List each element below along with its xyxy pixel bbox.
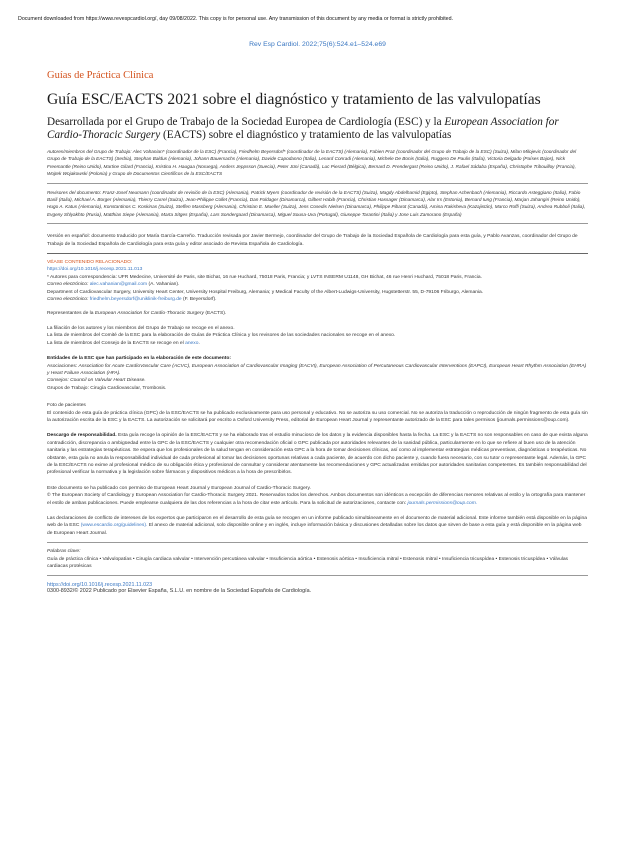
keywords-list: Guía de práctica clínica • Valvulopatías • Cirugía cardiaca valvular • Intervención percutánea valvular • Insuficiencia aórtica • Estenosis aórtica • Insuficiencia mitral • Estenosis mitral • Insuficiencia tricuspídea • Estenosis tricuspídea • Válvulas cardiacas protésicas — [47, 556, 569, 570]
email-line-1 — [47, 281, 588, 288]
entities-groups: Grupos de Trabajo: Cirugía Cardiovascular, Trombosis. — [47, 385, 167, 391]
affiliation-note-3: La lista de miembros del Consejo de la EACTS se recoge en el anexo. — [47, 340, 200, 346]
footer-copyright: 0300-8932/© 2022 Publicado por Elsevier España, S.L.U. en nombre de la Sociedad Española de Cardiología. — [47, 588, 312, 595]
email-label: Correo electrónico: — [47, 297, 89, 303]
annex-link[interactable]: anexo — [185, 340, 199, 346]
entities-title: Entidades de la ESC que han participado en la elaboración de este documento: — [47, 356, 231, 362]
download-banner: Document downloaded from https://www.revespcardiol.org/, day 09/08/2022. This copy is for personal use. Any transmission of this document by any media or format is strictly prohibited. — [18, 16, 454, 22]
translation-note: Versión en español: documento traducido por María García-Carreño. Traducción revisada por Javier Bermejo, coordinador del Grupo de Trabajo de la Sociedad Española de Cardiología para esta guía, y Pablo Avanzas, coordinador del Grupo de Trabajo de la Sociedad Española de Cardiología para esta guía y editor asociado de Revista Española de Cardiología. — [47, 234, 578, 247]
related-content-label: VÉASE CONTENIDO RELACIONADO: — [47, 260, 133, 266]
email-owner: (F. Beyersdorf). — [183, 297, 217, 303]
article-subtitle — [47, 116, 588, 142]
copyright-note — [47, 492, 588, 507]
affiliation-note-1: La filiación de los autores y los miembros del Grupo de Trabajo se recoge en el anexo. — [47, 325, 235, 331]
correspondence-2: Department of Cardiovascular Surgery, University Heart Center, University Hospital Freiburg, Alemania; y Medical Faculty of the Albert-Ludwigs-University, Hugstetterstr. 55, D-79106 Friburgo, Alemania. — [47, 289, 484, 295]
eacts-rep-italic: European Association for Cardio-Thoracic Surgery — [94, 310, 204, 316]
publication-permission: Este documento se ha publicado con permiso de European Heart Journal y European Journal of Cardio-Thoracic Surgery. — [47, 485, 311, 491]
disclaimer-label: Descargo de responsabilidad. — [47, 433, 117, 439]
related-doi-link[interactable]: https://doi.org/10.1016/j.recesp.2021.11.013 — [47, 267, 143, 273]
correspondence-1: * Autores para correspondencia: UFR Medecine, Université de Paris, site Bichat, 16 rue Huchard, 75018 Paris, Francia; y LVTS INSERM U1148, GH Bichat, 46 rue Henri Huchard, 75018 Paris, Francia. — [47, 274, 483, 280]
email-owner: (A. Vahanian). — [148, 282, 180, 288]
article-title: Guía ESC/EACTS 2021 sobre el diagnóstico y tratamiento de las valvulopatías — [47, 91, 541, 108]
copyright-text: © The European Society of Cardiology y European Association for Cardio-Thoracic Surgery 2021. Reservados todos los derechos. Ambos documentos son idénticos a excepción de diferencias menores relativas al estilo y la ortografía para mantener el estilo de ambas publicaciones. Puede emplearse cualquiera de las dos referencias a la hora de citar este artículo. Para la solicitud de autorizaciones, contacte con: — [47, 493, 586, 506]
divider — [47, 223, 588, 224]
email-link-beyersdorf[interactable]: friedhelm.beyersdorf@uniklinik-freiburg.de — [89, 297, 182, 303]
conflicts-end: El anexo de material adicional, solo disponible online y en inglés, incluye información básica y discusiones detalladas sobre los datos que sirven de base a esta guía y está disponible en la página web de European Heart Journal. — [47, 523, 582, 536]
entities-assoc-list: Association for Acute CardioVascular Care (ACVC), European Association of Cardiovascular Imaging (EACVI), European Association of Percutaneous Cardiovascular Interventions (EAPCI), European Heart Rhythm Association (EHRA) y Heart Failure Association (HFA). — [47, 363, 587, 376]
affiliation-note-2: La lista de miembros del Comité de la ESC para la elaboración de Guías de Práctica Clínica y los revisores de las sociedades nacionales se recoge en el anexo. — [47, 333, 396, 339]
photo-text: El contenido de esta guía de práctica clínica (GPC) de la ESC/EACTS se ha publicado exclusivamente para uso personal y educativo. No se autoriza su uso comercial. No se autoriza la traducción o reproducción de ningún fragmento de esta guía sin la autorización escrita de la ESC y la EACTS. La autorización se solicitará por escrito a Oxford University Press, editorial de European Heart Journal y representante autorizado de la ESC para tales permisos (journals.permissions@oup.com). — [47, 410, 588, 423]
divider — [47, 183, 588, 184]
email-line-2 — [47, 296, 588, 303]
entities-assoc-label: Asociaciones: — [47, 363, 78, 369]
divider — [47, 575, 588, 576]
disclaimer-text: Esta guía recoge la opinión de la ESC/EACTS y se ha elaborado tras el estudio minucioso de los datos y la evidencia disponibles hasta la fecha. La ESC y la EACTS no son responsables en caso de que exista alguna contradicción, discrepancia o ambigüedad entre la GPC de la ESC/EACTS y cualquier otra recomendación oficial o GPC publicada por autoridades relevantes de la sanidad pública, particularmente en lo que se refiere al buen uso de la atención sanitaria y las estrategias terapéuticas. Se espera que los profesionales de la salud tengan en consideración esta GPC a la hora de tomar decisiones clínicas, así como al implementar estrategias médicas preventivas, diagnósticas o terapéuticas. No obstante, esta guía no anula la responsabilidad individual de cada profesional al tomar las decisiones oportunas relativas a cada paciente, de acuerdo con dicho paciente y, cuando fuera necesario, con su tutor o representante legal. Además, la GPC de la ESC/EACTS no exime al profesional médico de su obligación ética y profesional de consultar y considerar atentamente las recomendaciones y GPC actualizadas emitidas por autoridades sanitarias competentes. Es también responsabilidad del profesional verificar la normativa y la legislación sobre fármacos y dispositivos médicos a la hora de prescribirlos. — [47, 433, 588, 476]
affiliation-text: La lista de miembros del Consejo de la EACTS se recoge en el — [47, 340, 184, 346]
disclaimer — [47, 432, 588, 476]
entities-associations — [47, 363, 588, 378]
authors-list: Autores/miembros del Grupo de Trabajo: Alec Vahanian* (coordinador de la ESC) (Francia), Friedhelm Beyersdorf* (coordinador de la EACTS) (Alemania), Fabien Praz (coordinador del Grupo de Trabajo de la ESC) (Suiza), Milan Milojevic (coordinador del Grupo de Trabajo de la EACTS) (Serbia), Stephan Baldus (Alemania), Johann Bauersachs (Alemania), Davide Capodanno (Italia), Lenard Conradi (Alemania), Michele De Bonis (Italia), Ruggero De Paulis (Italia), Victoria Delgado (Países Bajos), Nick Freemantle (Reino Unido), Martine Gilard (Francia), Kristina H. Haugaa (Noruega), Anders Jeppsson (Suecia), Peter Jüni (Canadá), Luc Pierard (Bélgica), Bernard D. Prendergast (Reino Unido), J. Rafael Sádaba (España), Christophe Tribouilloy (Francia), Wojtek Wojakowski (Polonia) y Grupo de Documentos Científicos de la ESC/EACTS — [47, 149, 577, 177]
section-label: Guías de Práctica Clínica — [47, 70, 154, 81]
escardio-link[interactable]: (www.escardio.org/guidelines). — [80, 523, 148, 529]
divider — [47, 253, 588, 254]
footer-doi-link[interactable]: https://doi.org/10.1016/j.recesp.2021.11.023 — [47, 582, 153, 589]
conflicts-text: Las declaraciones de conflicto de intereses de los expertos que participaron en el desarrollo de esta guía se recogen en un informe publicado simultáneamente en el documento de material adicional. Este informe también está disponible en la página web de la ESC — [47, 516, 587, 529]
reviewers-list: Revisores del documento: Franz-Josef Neumann (coordinador de revisión de la ESC) (Alemania), Patrick Myers (coordinador de revisión de la EACTS) (Suiza), Magdy Abdelhamid (Egipto), Stephan Achenbach (Alemania), Riccardo Asteggiano (Italia), Fabio Barili (Italia), Michael A. Borger (Alemania), Thierry Carrel (Suiza), Jean-Philippe Collet (Francia), Dan Foldager (Dinamarca), Gilbert Habib (Francia), Christian Hassager (Dinamarca), Alar Irs (Estonia), Bernard Iung (Francia), Marjan Jahangiri (Reino Unido), Hugo A. Katus (Alemania), Konstantinos C. Koskinas (Suiza), Steffen Massberg (Alemania), Christian E. Mueller (Suiza), Jens Cosedis Nielsen (Dinamarca), Philippe Pibarot (Canadá), Amina Rakisheva (Kazajistán), Marco Roffi (Suiza), Andrea Rubboli (Italia), Evgeny Shlyakhto (Rusia), Matthias Siepe (Alemania), Marta Sitges (España), Lars Sondergaard (Dinamarca), Miguel Sousa-Uva (Portugal), Giuseppe Tarantini (Italia) y Jose Luis Zamorano (España) — [47, 189, 586, 217]
email-link-vahanian[interactable]: alec.vahanian@gmail.com — [89, 282, 148, 288]
keywords-label: Palabras clave: — [47, 549, 81, 555]
subtitle-italic: European Association for Cardio-Thoracic Surgery — [47, 116, 559, 141]
conflicts-note — [47, 515, 588, 537]
email-label: Correo electrónico: — [47, 282, 89, 288]
permissions-email-link[interactable]: journals.permissions@oup.com. — [407, 500, 478, 506]
journal-reference[interactable]: Rev Esp Cardiol. 2022;75(6):524.e1–524.e69 — [249, 41, 386, 48]
article-front-page — [47, 70, 588, 594]
eacts-rep-plain: Representantes de la — [47, 310, 94, 316]
photo-title: Foto de pacientes — [47, 403, 86, 409]
subtitle-end: (EACTS) sobre el diagnóstico y tratamiento de las valvulopatías — [163, 129, 452, 141]
divider — [47, 542, 588, 543]
eacts-rep-end: (EACTS). — [205, 310, 227, 316]
eacts-representatives — [47, 310, 588, 317]
subtitle-plain: Desarrollada por el Grupo de Trabajo de la Sociedad Europea de Cardiología (ESC) y la — [47, 116, 442, 128]
entities-councils: Consejos: Council on Valvular Heart Disease. — [47, 378, 146, 384]
